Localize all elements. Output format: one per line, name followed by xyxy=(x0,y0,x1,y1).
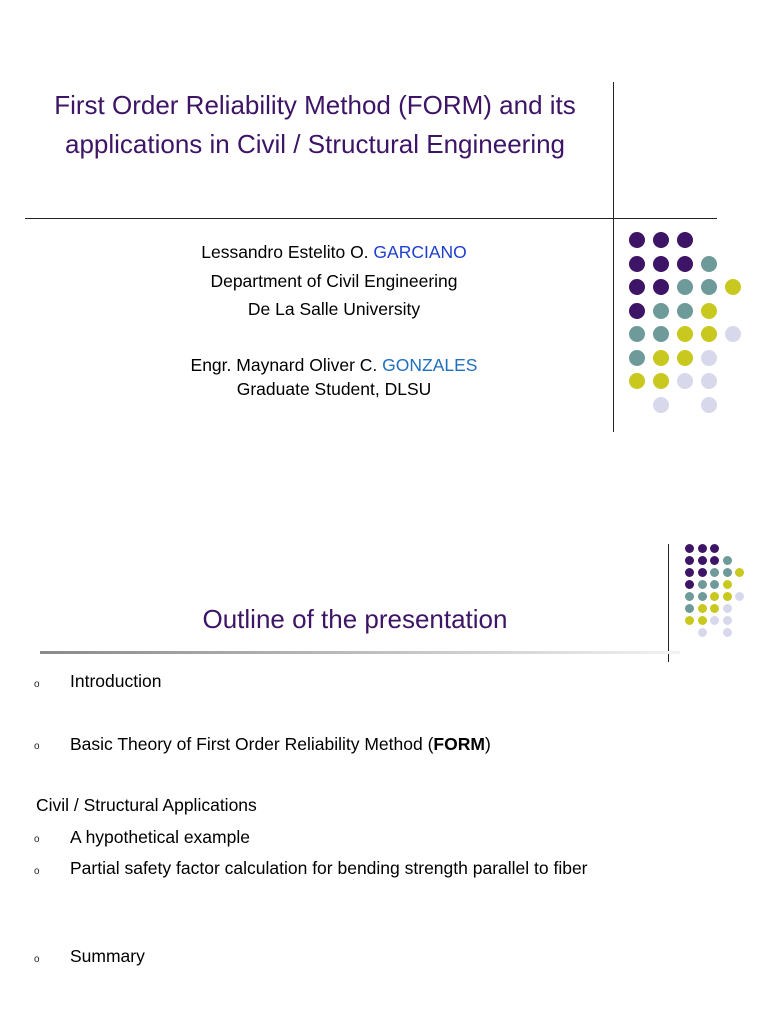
decorative-dot xyxy=(698,544,707,553)
decorative-dot xyxy=(685,544,694,553)
decorative-dot xyxy=(723,592,732,601)
slide2-vertical-divider xyxy=(668,544,669,662)
decorative-dot xyxy=(723,556,732,565)
theory-prefix: Basic Theory of First Order Reliability Method ( xyxy=(70,734,434,754)
decorative-dot xyxy=(653,256,669,272)
decorative-dot xyxy=(653,232,669,248)
decorative-dot xyxy=(698,628,707,637)
decorative-dot xyxy=(710,568,719,577)
author1-name: Lessandro Estelito O. xyxy=(201,242,374,262)
author2-surname: GONZALES xyxy=(382,354,478,375)
decorative-dot xyxy=(723,604,732,613)
outline-item-introduction: Introduction xyxy=(70,671,162,691)
decorative-dot xyxy=(685,580,694,589)
decorative-dot xyxy=(653,279,669,295)
decorative-dot xyxy=(701,397,717,413)
decorative-dot xyxy=(685,568,694,577)
theory-suffix: ) xyxy=(484,734,491,754)
author1-line xyxy=(150,238,518,267)
decorative-dot xyxy=(677,279,693,295)
decorative-dot xyxy=(701,350,717,366)
bullet-icon: o xyxy=(34,679,40,690)
decorative-dot xyxy=(725,279,741,295)
decorative-dot xyxy=(723,568,732,577)
slide2-title-rule xyxy=(40,651,680,654)
theory-bold: FORM xyxy=(433,734,485,754)
decorative-dot xyxy=(710,604,719,613)
slide1-author-block xyxy=(150,238,518,401)
outline-item-partial-safety: Partial safety factor calculation for bending strength parallel to fiber xyxy=(70,858,588,878)
decorative-dot xyxy=(698,604,707,613)
decorative-dot xyxy=(698,616,707,625)
decorative-dot xyxy=(701,303,717,319)
decorative-dot xyxy=(735,568,744,577)
decorative-dot xyxy=(710,580,719,589)
decorative-dot xyxy=(698,556,707,565)
decorative-dot xyxy=(677,326,693,342)
decorative-dot xyxy=(653,397,669,413)
outline-item-hypothetical: A hypothetical example xyxy=(70,827,250,847)
decorative-dot xyxy=(629,350,645,366)
outline-item-basic-theory xyxy=(70,731,650,757)
decorative-dot xyxy=(723,580,732,589)
decorative-dot xyxy=(701,279,717,295)
decorative-dot xyxy=(677,303,693,319)
decorative-dot xyxy=(701,373,717,389)
outline-item-summary: Summary xyxy=(70,946,145,966)
bullet-icon: o xyxy=(34,834,40,845)
outline-heading-applications: Civil / Structural Applications xyxy=(36,795,257,815)
decorative-dot xyxy=(653,350,669,366)
slide2-title: Outline of the presentation xyxy=(202,604,508,634)
decorative-dot xyxy=(685,556,694,565)
decorative-dot xyxy=(629,303,645,319)
decorative-dot xyxy=(698,568,707,577)
decorative-dot xyxy=(735,592,744,601)
decorative-dot xyxy=(701,326,717,342)
decorative-dot xyxy=(677,373,693,389)
slide1-vertical-divider xyxy=(613,82,614,432)
decorative-dot xyxy=(653,373,669,389)
decorative-dot xyxy=(629,232,645,248)
author2-role: Graduate Student, DLSU xyxy=(236,378,432,399)
decorative-dot xyxy=(685,616,694,625)
decorative-dot xyxy=(710,544,719,553)
decorative-dot xyxy=(698,592,707,601)
bullet-icon: o xyxy=(34,741,40,752)
university: De La Salle University xyxy=(247,299,421,319)
decorative-dot xyxy=(629,256,645,272)
decorative-dot xyxy=(677,232,693,248)
author1-surname: GARCIANO xyxy=(373,242,467,262)
author2-line xyxy=(150,353,518,377)
decorative-dot xyxy=(629,326,645,342)
bullet-icon: o xyxy=(34,954,40,965)
decorative-dot xyxy=(723,616,732,625)
slide1-title: First Order Reliability Method (FORM) and its applications in Civil / Structural Engineering xyxy=(54,90,576,159)
decorative-dot xyxy=(710,592,719,601)
decorative-dot xyxy=(725,326,741,342)
author2-name: Engr. Maynard Oliver C. xyxy=(190,354,383,375)
slide1-horizontal-divider xyxy=(25,218,717,219)
decorative-dot xyxy=(685,592,694,601)
decorative-dot xyxy=(685,604,694,613)
decorative-dot xyxy=(677,350,693,366)
department: Department of Civil Engineering xyxy=(210,270,458,291)
decorative-dot xyxy=(677,256,693,272)
decorative-dot xyxy=(723,628,732,637)
decorative-dot xyxy=(629,279,645,295)
decorative-dot xyxy=(698,580,707,589)
decorative-dot xyxy=(629,373,645,389)
decorative-dot xyxy=(701,256,717,272)
decorative-dot xyxy=(710,556,719,565)
decorative-dot xyxy=(710,616,719,625)
bullet-icon: o xyxy=(34,866,40,877)
decorative-dot xyxy=(653,326,669,342)
decorative-dot xyxy=(653,303,669,319)
